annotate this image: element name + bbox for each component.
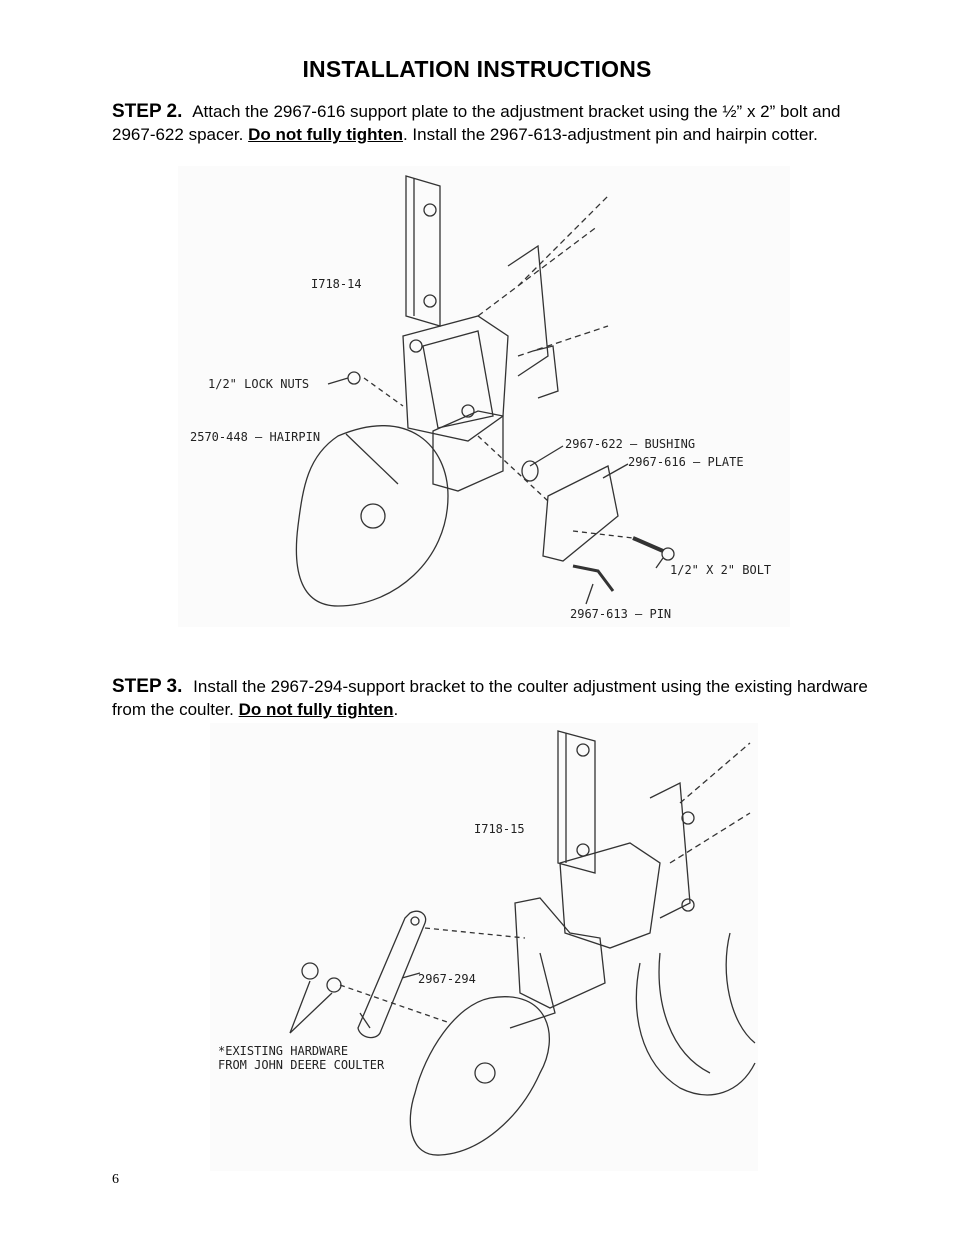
page-number: 6 [112,1172,119,1187]
label-hairpin: 2570-448 – HAIRPIN [190,430,321,444]
drawing-id-1: I718-14 [311,277,362,291]
label-bolt: 1/2" X 2" BOLT [670,563,772,577]
step-2-label: STEP 2. [112,101,183,122]
step-2-instructions [112,100,872,146]
step-2-diagram [178,166,790,627]
label-lock-nuts: 1/2" LOCK NUTS [208,377,310,391]
step-3-instructions [112,675,872,721]
step-2-warning: Do not fully tighten [248,125,403,144]
step-2-drawing [178,166,790,627]
drawing-id-2: I718-15 [474,822,525,836]
label-hardware-line2: FROM JOHN DEERE COULTER [218,1058,385,1072]
step-2-text-after: . Install the 2967-613-adjustment pin and hairpin cotter. [402,125,818,144]
page-title: INSTALLATION INSTRUCTIONS [302,56,652,82]
step-3-text-after: . [393,700,399,719]
step-3-warning: Do not fully tighten [238,700,394,719]
label-pin: 2967-613 – PIN [570,607,672,621]
step-2-text: Attach the 2967-616 support plate to the adjustment bracket using the ½” x 2” bolt and 2967-622 spacer. [112,102,841,144]
label-bushing: 2967-622 – BUSHING [565,437,696,451]
step-3-diagram [210,723,758,1171]
label-plate: 2967-616 – PLATE [628,455,744,469]
label-support-bracket: 2967-294 [418,972,476,986]
step-3-drawing [210,723,758,1171]
step-3-label: STEP 3. [112,676,183,697]
label-hardware-line1: *EXISTING HARDWARE [218,1044,349,1058]
step-3-text: Install the 2967-294-support bracket to the coulter adjustment using the existing hardware from the coulter. [112,677,868,719]
